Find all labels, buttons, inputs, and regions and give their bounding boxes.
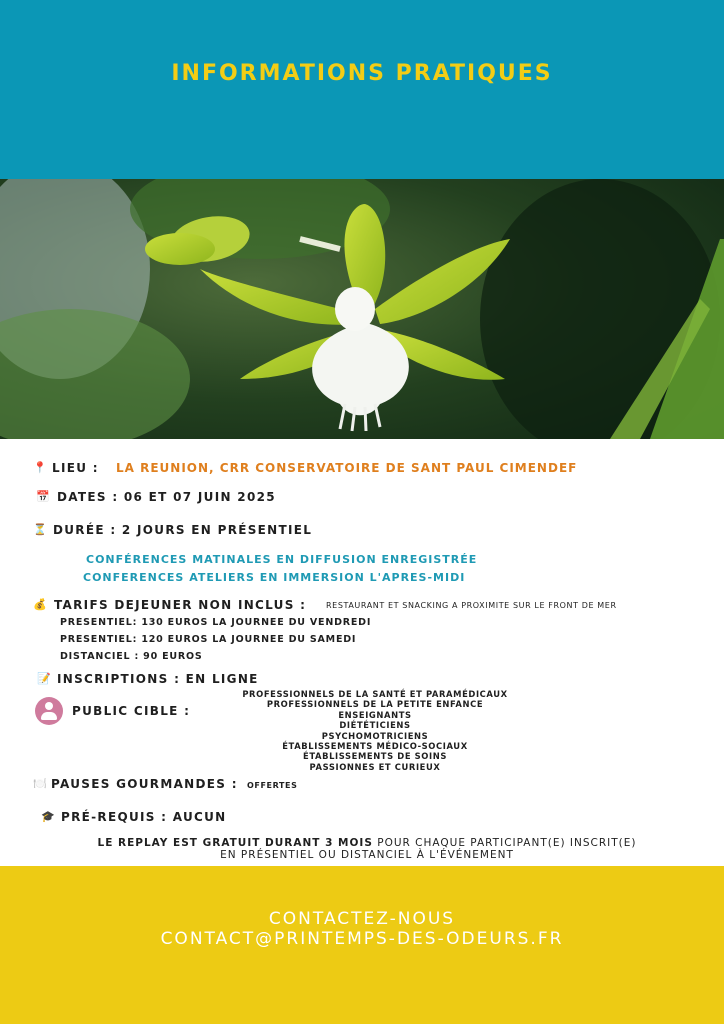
contact-label: CONTACTEZ-NOUS: [268, 909, 456, 929]
contact-email[interactable]: CONTACT@PRINTEMPS-DES-ODEURS.FR: [160, 929, 564, 949]
pin-icon: 📍: [33, 461, 47, 474]
orchid-photo: [0, 179, 724, 439]
dates-label: DATES : 06 ET 07 JUIN 2025: [57, 490, 276, 504]
lieu-value: LA REUNION, CRR CONSERVATOIRE DE SANT PAUL CIMENDEF: [116, 461, 578, 475]
replay-note: [40, 837, 694, 849]
duree-label: DURÉE : 2 JOURS EN PRÉSENTIEL: [53, 523, 313, 537]
public-item: ENSEIGNANTS: [338, 709, 412, 720]
prerequis-label: PRÉ-REQUIS : AUCUN: [61, 810, 227, 824]
public-item: ÉTABLISSEMENTS MÉDICO-SOCIAUX: [282, 741, 468, 752]
tarifs-label: TARIFS DEJEUNER NON INCLUS :: [54, 598, 307, 612]
duree-line-1: CONFÉRENCES MATINALES EN DIFFUSION ENREGISTRÉE: [86, 553, 478, 566]
memo-icon: 📝: [37, 672, 51, 685]
pauses-label: PAUSES GOURMANDES :: [51, 777, 238, 791]
person-icon: [35, 697, 63, 725]
header-banner: [0, 0, 724, 179]
page-title: INFORMATIONS PRATIQUES: [171, 61, 553, 86]
public-item: PASSIONNES ET CURIEUX: [309, 761, 441, 772]
replay-rest: POUR CHAQUE PARTICIPANT(E) INSCRIT(E): [372, 837, 637, 849]
public-item: PROFESSIONNELS DE LA SANTÉ ET PARAMÉDICAUX: [242, 689, 508, 699]
public-item: PROFESSIONNELS DE LA PETITE ENFANCE: [266, 699, 484, 710]
tarifs-note: RESTAURANT ET SNACKING A PROXIMITE SUR LE FRONT DE MER: [326, 601, 617, 610]
inscriptions-label: INSCRIPTIONS : EN LIGNE: [57, 672, 259, 686]
tarif-line-3: DISTANCIEL : 90 EUROS: [60, 651, 203, 662]
duree-line-2: CONFERENCES ATELIERS EN IMMERSION L'APRES-MIDI: [83, 571, 466, 584]
graduation-cap-icon: 🎓: [41, 810, 55, 823]
tarif-line-2: PRESENTIEL: 120 EUROS LA JOURNEE DU SAMEDI: [60, 634, 357, 645]
public-list: [230, 689, 520, 772]
footer-banner: [0, 866, 724, 1024]
public-item: ÉTABLISSEMENTS DE SOINS: [303, 751, 447, 762]
lieu-label: LIEU :: [52, 461, 99, 475]
hourglass-icon: ⏳: [33, 523, 47, 536]
calendar-icon: 📅: [36, 490, 50, 503]
orchid-image: [0, 179, 724, 439]
public-item: DIÉTÉTICIENS: [339, 720, 411, 731]
money-bag-icon: 💰: [33, 598, 47, 611]
public-item: PSYCHOMOTRICIENS: [321, 730, 429, 741]
tarif-line-1: PRESENTIEL: 130 EUROS LA JOURNEE DU VENDREDI: [60, 617, 372, 628]
public-label: PUBLIC CIBLE :: [72, 704, 191, 718]
pauses-note: OFFERTES: [247, 781, 298, 790]
plate-icon: 🍽️: [33, 777, 47, 790]
replay-line-2: EN PRÉSENTIEL OU DISTANCIEL À L'ÉVÉNEMENT: [220, 849, 514, 861]
replay-bold: LE REPLAY EST GRATUIT DURANT 3 MOIS: [97, 837, 373, 849]
